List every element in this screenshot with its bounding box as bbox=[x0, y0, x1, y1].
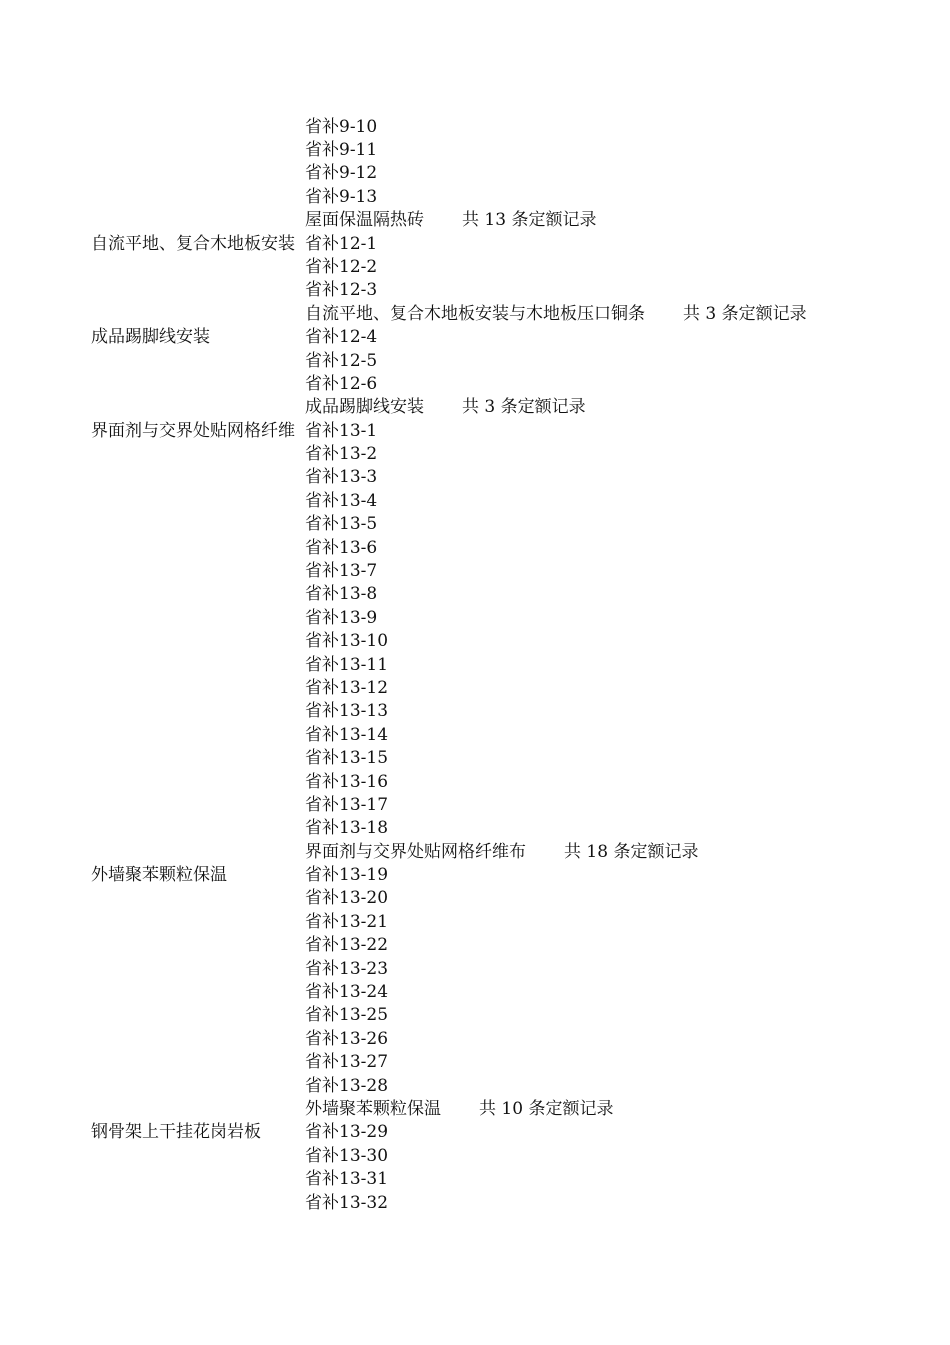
quota-row bbox=[0, 654, 950, 677]
summary-name: 外墙聚苯颗粒保温 bbox=[305, 1099, 441, 1119]
quota-code: 省补13-17 bbox=[305, 794, 389, 815]
quota-code: 省补13-1 bbox=[305, 420, 378, 441]
quota-row bbox=[0, 443, 950, 466]
summary-name: 自流平地、复合木地板安装与木地板压口铜条 bbox=[305, 303, 645, 324]
quota-code: 省补13-25 bbox=[305, 1005, 389, 1026]
summary-text bbox=[305, 841, 698, 864]
summary-text bbox=[305, 303, 807, 326]
quota-row bbox=[0, 771, 950, 794]
summary-row bbox=[0, 396, 950, 419]
category-label: 成品踢脚线安装 bbox=[91, 327, 210, 348]
quota-code: 省补13-2 bbox=[305, 444, 378, 465]
category-label: 外墙聚苯颗粒保温 bbox=[91, 865, 227, 886]
summary-count: 共 13 条定额记录 bbox=[462, 210, 597, 231]
quota-row bbox=[0, 864, 950, 887]
quota-row bbox=[0, 139, 950, 162]
quota-code: 省补12-3 bbox=[305, 280, 378, 301]
quota-code: 省补13-20 bbox=[305, 888, 389, 909]
quota-code: 省补13-7 bbox=[305, 561, 378, 582]
quota-row bbox=[0, 420, 950, 443]
quota-list bbox=[0, 116, 950, 1215]
quota-code: 省补13-22 bbox=[305, 935, 389, 956]
quota-row bbox=[0, 186, 950, 209]
quota-code: 省补13-31 bbox=[305, 1169, 389, 1190]
quota-code: 省补13-10 bbox=[305, 631, 389, 652]
quota-row bbox=[0, 537, 950, 560]
category-label: 自流平地、复合木地板安装 bbox=[91, 233, 295, 254]
quota-code: 省补9-12 bbox=[305, 163, 378, 184]
quota-code: 省补13-15 bbox=[305, 748, 389, 769]
summary-name: 成品踢脚线安装 bbox=[305, 397, 424, 418]
quota-row bbox=[0, 677, 950, 700]
quota-code: 省补13-32 bbox=[305, 1192, 389, 1213]
quota-row bbox=[0, 233, 950, 256]
quota-row bbox=[0, 607, 950, 630]
quota-code: 省补9-13 bbox=[305, 186, 378, 207]
quota-code: 省补13-26 bbox=[305, 1028, 389, 1049]
quota-row bbox=[0, 747, 950, 770]
quota-row bbox=[0, 1028, 950, 1051]
quota-row bbox=[0, 934, 950, 957]
summary-count: 共 3 条定额记录 bbox=[683, 303, 807, 324]
quota-row bbox=[0, 981, 950, 1004]
quota-code: 省补13-6 bbox=[305, 537, 378, 558]
quota-code: 省补9-10 bbox=[305, 116, 378, 137]
quota-row bbox=[0, 630, 950, 653]
quota-row bbox=[0, 1145, 950, 1168]
quota-code: 省补13-24 bbox=[305, 982, 389, 1003]
quota-code: 省补12-5 bbox=[305, 350, 378, 371]
quota-row bbox=[0, 958, 950, 981]
summary-row bbox=[0, 209, 950, 232]
quota-row bbox=[0, 326, 950, 349]
quota-code: 省补13-21 bbox=[305, 911, 389, 932]
quota-row bbox=[0, 1168, 950, 1191]
quota-row bbox=[0, 1004, 950, 1027]
quota-row bbox=[0, 513, 950, 536]
summary-row bbox=[0, 303, 950, 326]
quota-row bbox=[0, 887, 950, 910]
summary-row bbox=[0, 841, 950, 864]
quota-code: 省补13-19 bbox=[305, 865, 389, 886]
quota-row bbox=[0, 162, 950, 185]
quota-code: 省补12-2 bbox=[305, 256, 378, 277]
quota-row bbox=[0, 817, 950, 840]
quota-row bbox=[0, 560, 950, 583]
quota-row bbox=[0, 1192, 950, 1215]
quota-code: 省补13-18 bbox=[305, 818, 389, 839]
quota-code: 省补13-8 bbox=[305, 584, 378, 605]
quota-code: 省补13-4 bbox=[305, 490, 378, 511]
summary-count: 共 18 条定额记录 bbox=[564, 841, 699, 862]
quota-row bbox=[0, 116, 950, 139]
quota-row bbox=[0, 700, 950, 723]
summary-text bbox=[305, 1098, 613, 1121]
summary-name: 界面剂与交界处贴网格纤维布 bbox=[305, 841, 526, 862]
quota-code: 省补13-30 bbox=[305, 1145, 389, 1166]
quota-code: 省补13-23 bbox=[305, 958, 389, 979]
quota-row bbox=[0, 373, 950, 396]
summary-text bbox=[305, 396, 586, 419]
summary-row bbox=[0, 1098, 950, 1121]
category-label: 界面剂与交界处贴网格纤维 bbox=[91, 420, 295, 441]
quota-row bbox=[0, 1121, 950, 1144]
quota-code: 省补13-11 bbox=[305, 654, 389, 675]
quota-code: 省补12-4 bbox=[305, 327, 378, 348]
quota-row bbox=[0, 583, 950, 606]
quota-code: 省补13-28 bbox=[305, 1075, 389, 1096]
quota-row bbox=[0, 911, 950, 934]
quota-code: 省补13-5 bbox=[305, 514, 378, 535]
quota-row bbox=[0, 490, 950, 513]
quota-code: 省补13-3 bbox=[305, 467, 378, 488]
quota-code: 省补12-1 bbox=[305, 233, 378, 254]
quota-row bbox=[0, 1051, 950, 1074]
quota-code: 省补13-16 bbox=[305, 771, 389, 792]
quota-code: 省补12-6 bbox=[305, 373, 378, 394]
summary-count: 共 10 条定额记录 bbox=[479, 1099, 614, 1119]
quota-row bbox=[0, 466, 950, 489]
quota-row bbox=[0, 1075, 950, 1098]
quota-code: 省补13-12 bbox=[305, 677, 389, 698]
quota-row bbox=[0, 350, 950, 373]
quota-row bbox=[0, 794, 950, 817]
quota-code: 省补13-13 bbox=[305, 701, 389, 722]
quota-row bbox=[0, 279, 950, 302]
quota-code: 省补13-9 bbox=[305, 607, 378, 628]
category-label: 钢骨架上干挂花岗岩板 bbox=[91, 1122, 261, 1143]
quota-code: 省补9-11 bbox=[305, 139, 378, 160]
quota-row bbox=[0, 724, 950, 747]
summary-count: 共 3 条定额记录 bbox=[462, 397, 586, 418]
quota-code: 省补13-14 bbox=[305, 724, 389, 745]
summary-text bbox=[305, 209, 596, 232]
summary-name: 屋面保温隔热砖 bbox=[305, 210, 424, 231]
quota-row bbox=[0, 256, 950, 279]
quota-code: 省补13-27 bbox=[305, 1052, 389, 1073]
quota-code: 省补13-29 bbox=[305, 1122, 389, 1143]
